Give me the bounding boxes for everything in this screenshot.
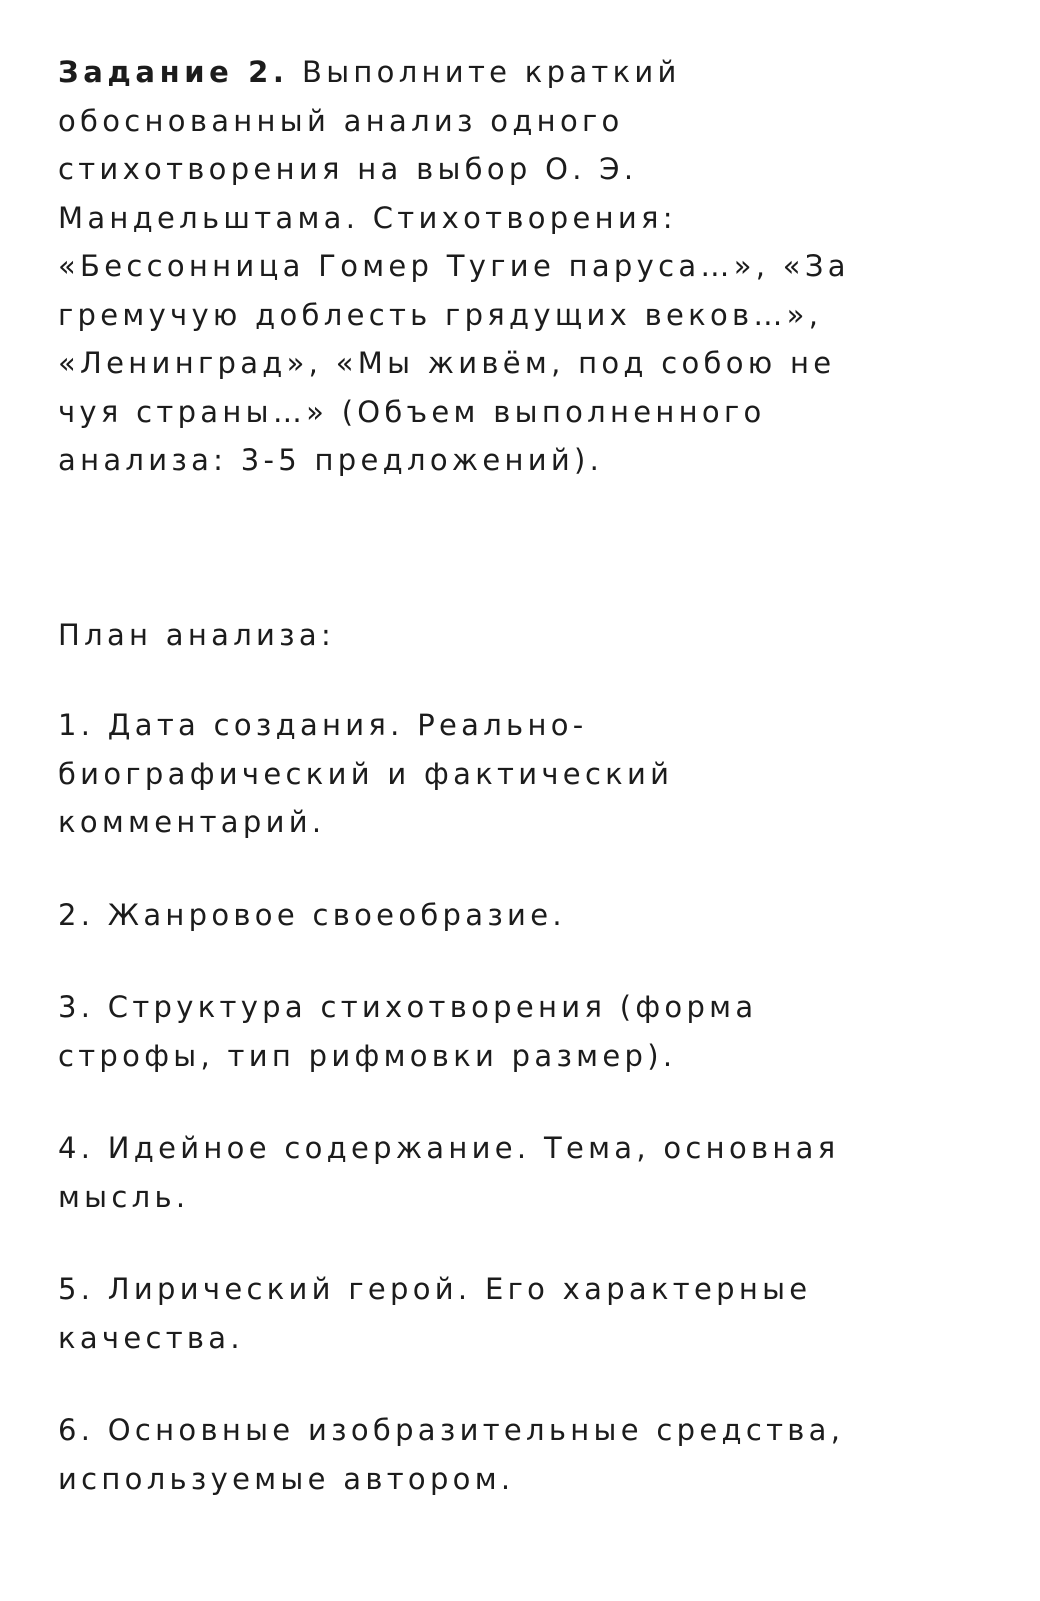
plan-item-1 (58, 701, 958, 847)
task-text-line: «Ленинград», «Мы живём, под собою не (58, 346, 836, 380)
plan-item-line: комментарий. (58, 805, 326, 839)
task-text-line: Выполните краткий (288, 55, 681, 89)
document-page (58, 48, 958, 1503)
task-text-line: стихотворения на выбор О. Э. (58, 152, 638, 186)
task-paragraph (58, 48, 958, 485)
plan-item-2 (58, 891, 958, 940)
plan-item-line: 6. Основные изобразительные средства, (58, 1413, 845, 1447)
plan-item-line: биографический и фактический (58, 756, 674, 791)
plan-item-line: 4. Идейное содержание. Тема, основная (58, 1131, 840, 1165)
plan-item-3 (58, 983, 958, 1080)
plan-item-5 (58, 1265, 958, 1362)
task-text-line: анализа: 3-5 предложений). (58, 443, 604, 477)
plan-item-line: качества. (58, 1320, 244, 1355)
plan-item-line: мысль. (58, 1179, 190, 1214)
task-text-line: чуя страны…» (Объем выполненного (58, 394, 766, 429)
task-text-line: «Бессонница Гомер Тугие паруса…», «За (58, 249, 850, 283)
plan-item-line: 1. Дата создания. Реально- (58, 708, 588, 742)
plan-item-line: 2. Жанровое своеобразие. (58, 897, 566, 932)
plan-item-4 (58, 1124, 958, 1221)
plan-item-line: используемые автором. (58, 1461, 515, 1496)
plan-item-6 (58, 1406, 958, 1503)
task-text-line: Мандельштама. Стихотворения: (58, 200, 677, 235)
plan-heading: План анализа: (58, 617, 336, 652)
plan-list (58, 701, 958, 1503)
plan-item-line: 3. Структура стихотворения (форма (58, 990, 758, 1024)
plan-item-line: строфы, тип рифмовки размер). (58, 1038, 677, 1073)
task-text-line: обоснованный анализ одного (58, 103, 624, 138)
task-heading: Задание 2. (58, 55, 289, 89)
task-text-line: гремучую доблесть грядущих веков…», (58, 297, 823, 332)
plan-item-line: 5. Лирический герой. Его характерные (58, 1272, 812, 1306)
